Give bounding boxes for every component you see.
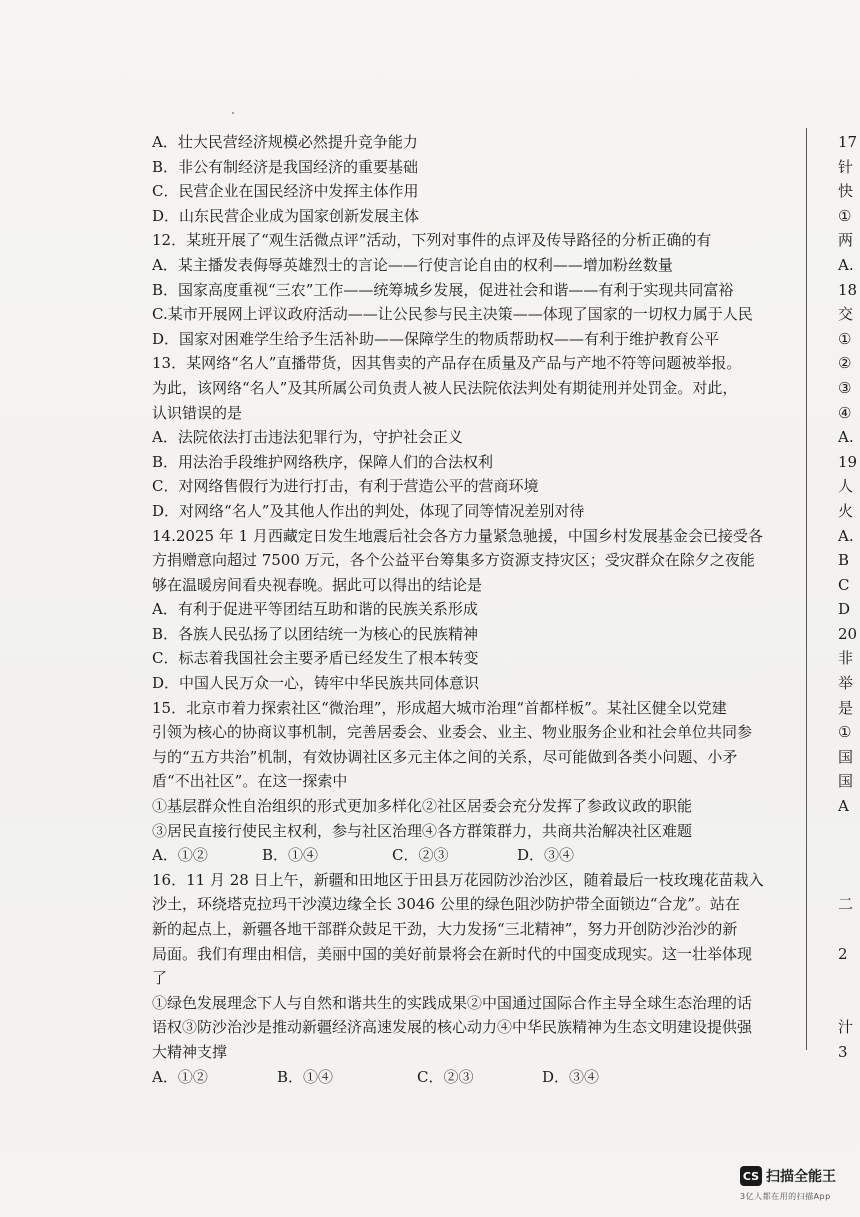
right-fragment: ① bbox=[838, 206, 852, 225]
right-fragment: 20 bbox=[838, 624, 858, 643]
right-fragment: 两 bbox=[838, 231, 854, 250]
right-fragment: 18 bbox=[838, 280, 858, 299]
q12-option-c: C.某市开展网上评议政府活动——让公民参与民主决策——体现了国家的一切权力属于人民 bbox=[152, 305, 753, 324]
q15-choices bbox=[152, 843, 802, 868]
q16-statement-line: 大精神支撑 bbox=[152, 1042, 228, 1061]
q11-option-c: C．民营企业在国民经济中发挥主体作用 bbox=[152, 182, 419, 201]
q14-stem-line: 14.2025 年 1 月西藏定日发生地震后社会各方力量紧急驰援，中国乡村发展基金会已接受各 bbox=[152, 526, 763, 545]
right-fragment: 汁 bbox=[838, 1018, 854, 1037]
q16-choice-a: A．①② bbox=[152, 1067, 208, 1086]
q16-choice-c: C．②③ bbox=[417, 1067, 474, 1086]
right-fragment bbox=[838, 991, 860, 1016]
q14-stem-line: 方捐赠意向超过 7500 万元，各个公益平台筹集多方资源支持灾区；受灾群众在除夕之夜能 bbox=[152, 551, 755, 570]
q13-option-b: B．用法治手段维护网络秩序，保障人们的合法权利 bbox=[152, 452, 494, 471]
right-fragment bbox=[838, 917, 860, 942]
q14-stem-line: 够在温暖房间看央视春晚。据此可以得出的结论是 bbox=[152, 575, 483, 594]
q13-stem-line: 13．某网络“名人”直播带货，因其售卖的产品存在质量及产品与产地不符等问题被举报。 bbox=[152, 354, 742, 373]
right-fragment bbox=[838, 868, 860, 893]
right-fragment: 人 bbox=[838, 477, 854, 496]
right-fragment: A. bbox=[838, 255, 854, 274]
q13-option-c: C．对网络售假行为进行打击，有利于营造公平的营商环境 bbox=[152, 477, 539, 496]
q12-option-a: A．某主播发表侮辱英雄烈士的言论——行使言论自由的权利——增加粉丝数量 bbox=[152, 255, 673, 274]
q16-choice-d: D．③④ bbox=[542, 1067, 600, 1086]
q15-statement-line: ①基层群众性自治组织的形式更加多样化②社区居委会充分发挥了参政议政的职能 bbox=[152, 797, 693, 816]
right-fragment: ② bbox=[838, 354, 852, 373]
right-fragment: 国 bbox=[838, 747, 854, 766]
q15-stem-line: 15．北京市着力探索社区“微治理”，形成超大城市治理“首都样板”。某社区健全以党建 bbox=[152, 698, 727, 717]
q16-stem-line: 了 bbox=[152, 969, 168, 988]
q12-option-b: B．国家高度重视“三农”工作——统筹城乡发展，促进社会和谐——有利于实现共同富裕 bbox=[152, 280, 734, 299]
right-fragment: B bbox=[838, 551, 850, 570]
right-fragment: 火 bbox=[838, 501, 854, 520]
q16-statement-line: ①绿色发展理念下人与自然和谐共生的实践成果②中国通过国际合作主导全球生态治理的话 bbox=[152, 993, 753, 1012]
q15-choice-c: C．②③ bbox=[392, 846, 449, 865]
q16-choice-b: B．①④ bbox=[277, 1067, 334, 1086]
q11-option-b: B．非公有制经济是我国经济的重要基础 bbox=[152, 157, 419, 176]
q15-choice-b: B．①④ bbox=[262, 846, 319, 865]
q14-option-a: A．有利于促进平等团结互助和谐的民族关系形成 bbox=[152, 600, 478, 619]
q16-stem-line: 新的起点上，新疆各地干部群众鼓足干劲，大力发扬“三北精神”，努力开创防沙治沙的新 bbox=[152, 920, 738, 938]
right-fragment: 快 bbox=[838, 182, 854, 201]
q15-stem-line: 与的“五方共治”机制，有效协调社区多元主体之间的关系，尽可能做到各类小问题、小矛 bbox=[152, 747, 738, 766]
camscanner-logo bbox=[740, 1165, 836, 1187]
q16-stem-line: 沙土，环绕塔克拉玛干沙漠边缘全长 3046 公里的绿色阻沙防护带全面锁边“合龙”。站在 bbox=[152, 895, 741, 914]
q14-option-b: B．各族人民弘扬了以团结统一为核心的民族精神 bbox=[152, 624, 479, 643]
camscanner-tagline: 3亿人都在用的扫描App bbox=[740, 1192, 831, 1201]
q13-option-d: D．对网络“名人”及其他人作出的判处，体现了同等情况差别对待 bbox=[152, 501, 585, 520]
right-fragment: ③ bbox=[838, 378, 852, 397]
q12-option-d: D．国家对困难学生给予生活补助——保障学生的物质帮助权——有利于维护教育公平 bbox=[152, 329, 720, 348]
right-fragment: 二 bbox=[838, 895, 854, 914]
q15-stem-line: 引领为核心的协商议事机制，完善居委会、业委会、业主、物业服务企业和社会单位共同参 bbox=[152, 723, 753, 742]
right-fragment: 3 bbox=[838, 1042, 848, 1061]
right-fragment: 针 bbox=[838, 157, 854, 176]
right-fragment: ④ bbox=[838, 403, 852, 422]
right-fragment: 交 bbox=[838, 305, 854, 324]
right-fragment: 国 bbox=[838, 772, 854, 791]
right-fragment bbox=[838, 843, 860, 868]
q14-option-c: C．标志着我国社会主要矛盾已经发生了根本转变 bbox=[152, 649, 479, 668]
right-fragment: 17 bbox=[838, 133, 858, 151]
q16-choices bbox=[152, 1065, 802, 1090]
q15-statement-line: ③居民直接行使民主权利，参与社区治理④各方群策群力，共商共治解决社区难题 bbox=[152, 821, 693, 840]
right-column-fragments bbox=[838, 130, 860, 1065]
cs-badge-icon: CS bbox=[740, 1166, 762, 1186]
right-fragment: 2 bbox=[838, 944, 848, 963]
right-fragment: 非 bbox=[838, 649, 854, 668]
q16-stem-line: 局面。我们有理由相信，美丽中国的美好前景将会在新时代的中国变成现实。这一壮举体现 bbox=[152, 944, 753, 963]
scan-speck bbox=[232, 112, 234, 114]
right-fragment: D bbox=[838, 600, 851, 619]
q16-statement-line: 语权③防沙治沙是推动新疆经济高速发展的核心动力④中华民族精神为生态文明建设提供强 bbox=[152, 1018, 753, 1037]
right-fragment: A. bbox=[838, 526, 854, 545]
q11-option-d: D．山东民营企业成为国家创新发展主体 bbox=[152, 206, 420, 225]
right-fragment: 19 bbox=[838, 452, 858, 471]
q11-option-a: A．壮大民营经济规模必然提升竞争能力 bbox=[152, 133, 418, 151]
right-fragment: 举 bbox=[838, 674, 854, 693]
q14-option-d: D．中国人民万众一心，铸牢中华民族共同体意识 bbox=[152, 674, 480, 693]
column-divider bbox=[806, 128, 807, 1050]
q15-choice-a: A．①② bbox=[152, 846, 208, 865]
right-fragment bbox=[838, 966, 860, 991]
right-fragment: ① bbox=[838, 723, 852, 742]
q13-stem-line: 认识错误的是 bbox=[152, 403, 243, 422]
right-fragment: 是 bbox=[838, 698, 854, 717]
q15-stem-line: 盾“不出社区”。在这一探索中 bbox=[152, 772, 348, 791]
q13-stem-line: 为此，该网络“名人”及其所属公司负责人被人民法院依法判处有期徒刑并处罚金。对此， bbox=[152, 378, 738, 397]
q13-option-a: A．法院依法打击违法犯罪行为，守护社会正义 bbox=[152, 428, 463, 447]
q15-choice-d: D．③④ bbox=[517, 846, 575, 865]
right-fragment: A bbox=[838, 797, 849, 816]
q12-stem: 12．某班开展了“观生活微点评”活动，下列对事件的点评及传导路径的分析正确的有 bbox=[152, 231, 712, 250]
right-fragment: A. bbox=[838, 428, 854, 447]
right-fragment: C bbox=[838, 575, 850, 594]
camscanner-brand: 扫描全能王 bbox=[766, 1169, 836, 1185]
left-column bbox=[152, 130, 802, 1089]
q16-stem-line: 16．11 月 28 日上午，新疆和田地区于田县万花园防沙治沙区，随着最后一枝玫瑰花苗栽入 bbox=[152, 870, 764, 889]
right-fragment: ① bbox=[838, 329, 852, 348]
right-fragment bbox=[838, 819, 860, 844]
